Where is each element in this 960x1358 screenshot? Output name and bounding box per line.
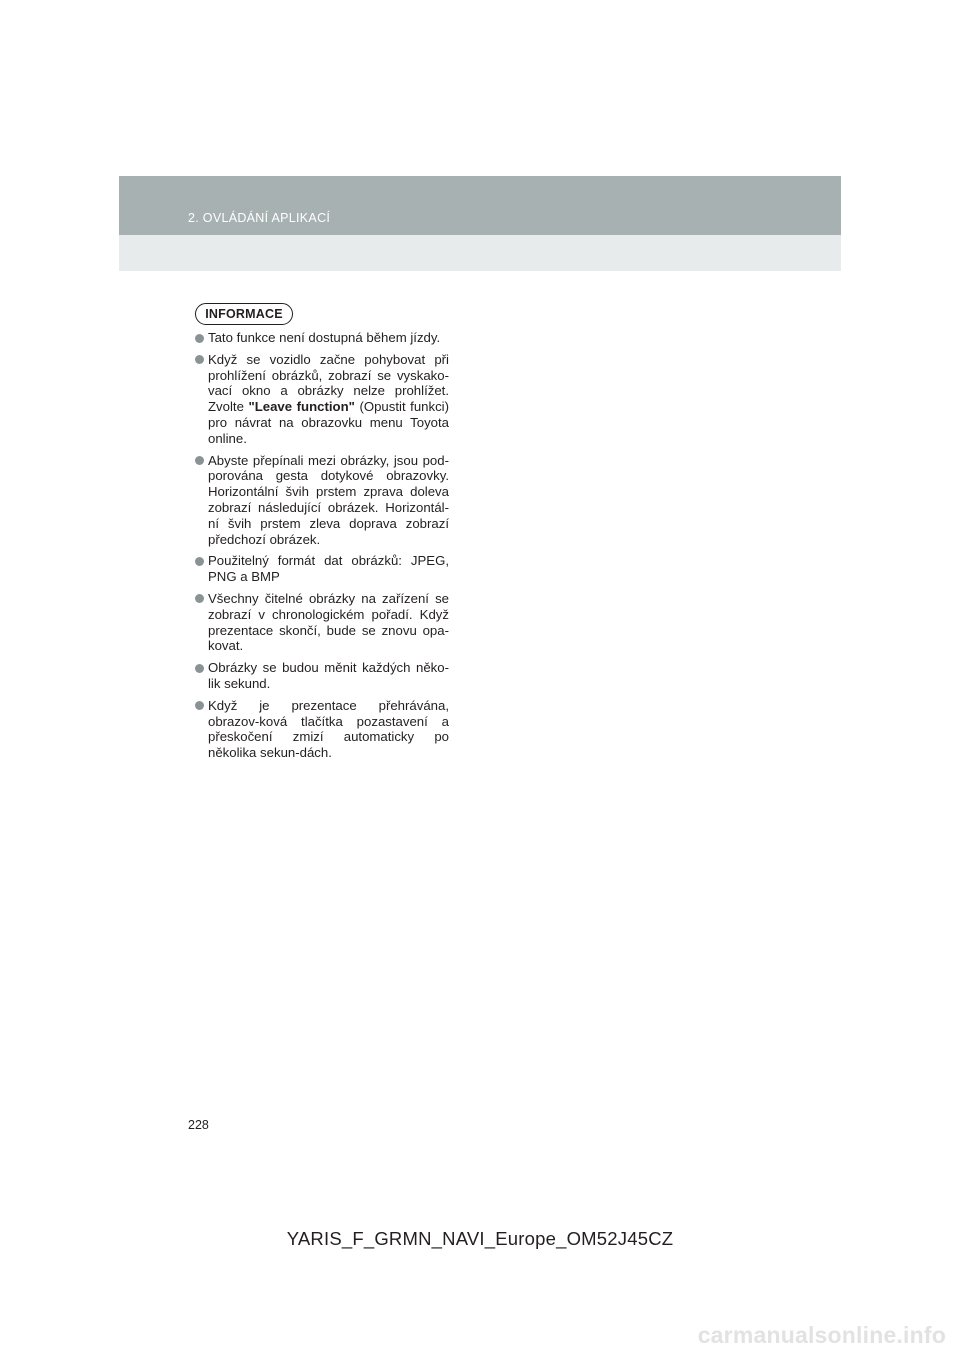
info-item-text: Všechny čitelné obrázky na zařízení se zobrazí v chronologickém pořadí. Když prezentace skončí, bude se znovu opa-kovat. — [208, 590, 449, 654]
page-number: 228 — [188, 1118, 209, 1132]
bullet-icon — [195, 557, 204, 566]
info-item-text: Použitelný formát dat obrázků: JPEG, PNG a BMP — [208, 553, 449, 585]
header-subband — [119, 235, 841, 271]
info-item-text: Když je prezentace přehrávána, obrazov-ková tlačítka pozastavení a přeskočení zmizí automaticky po několika sekun-dách. — [208, 697, 449, 761]
document-code: YARIS_F_GRMN_NAVI_Europe_OM52J45CZ — [286, 1228, 674, 1249]
bullet-icon — [195, 456, 204, 465]
info-item-text: Tato funkce není dostupná během jízdy. — [208, 330, 441, 345]
information-badge: INFORMACE — [195, 303, 293, 325]
header-band — [119, 176, 841, 235]
info-item — [195, 698, 449, 761]
bullet-icon — [195, 701, 204, 710]
bullet-icon — [195, 594, 204, 603]
info-item — [195, 660, 449, 692]
leave-function-label: "Leave function" — [248, 399, 355, 415]
info-item-text: Abyste přepínali mezi obrázky, jsou pod-porována gesta dotykové obrazovky. Horizontální švih prstem zprava doleva zobrazí následující obrázek. Horizontál-ní švih prstem zleva doprava zobrazí předchozí obrázek. — [208, 452, 449, 547]
bullet-icon — [195, 355, 204, 364]
info-item-text: Obrázky se budou měnit každých něko-lik sekund. — [208, 660, 449, 691]
watermark: carmanualsonline.info — [697, 1322, 946, 1348]
information-list — [195, 330, 449, 767]
info-item — [195, 330, 449, 346]
info-item — [195, 352, 449, 447]
bullet-icon — [195, 334, 204, 343]
info-item — [195, 591, 449, 654]
info-item-text: (Opustit funkci) pro návrat na obrazovku menu Toyota online. — [208, 399, 449, 446]
info-item — [195, 453, 449, 548]
info-item — [195, 553, 449, 585]
section-title: 2. OVLÁDÁNÍ APLIKACÍ — [188, 211, 331, 225]
info-item-text: Když se vozidlo začne pohybovat při prohlížení obrázků, zobrazí se vyskako-vací okno a obrázky nelze prohlížet. Zvolte — [208, 351, 449, 415]
bullet-icon — [195, 664, 204, 673]
